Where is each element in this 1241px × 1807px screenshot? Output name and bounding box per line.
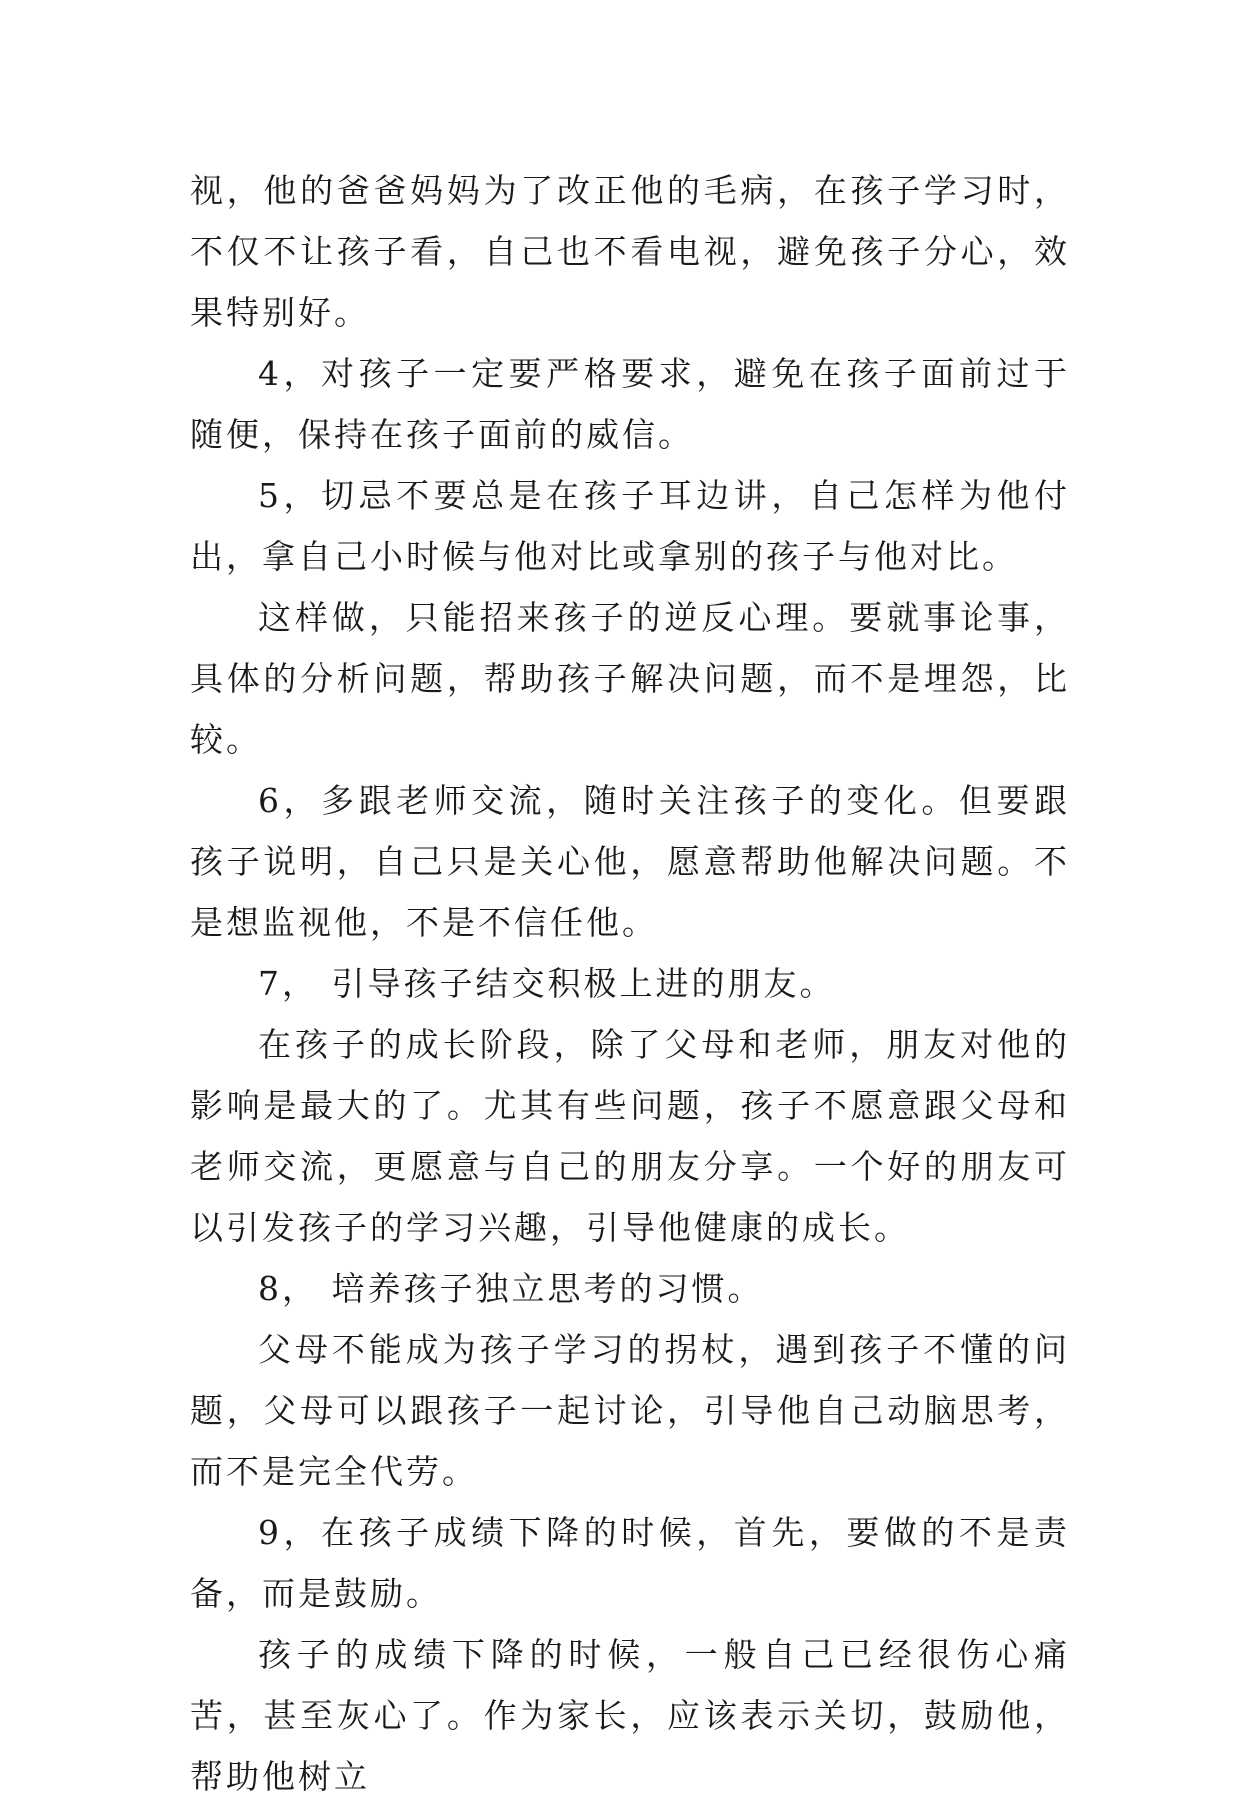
- paragraph-2: 4，对孩子一定要严格要求，避免在孩子面前过于随便，保持在孩子面前的威信。: [190, 354, 1070, 454]
- paragraph-7: 在孩子的成长阶段，除了父母和老师，朋友对他的影响是最大的了。尤其有些问题，孩子不愿意跟父母和老师交流，更愿意与自己的朋友分享。一个好的朋友可以引发孩子的学习兴趣，引导他健康的成长。: [190, 1025, 1070, 1247]
- paragraph-1: 视，他的爸爸妈妈为了改正他的毛病，在孩子学习时，不仅不让孩子看，自己也不看电视，避免孩子分心，效果特别好。: [190, 171, 1070, 332]
- paragraph-11: 孩子的成绩下降的时候，一般自己已经很伤心痛苦，甚至灰心了。作为家长，应该表示关切，鼓励他，帮助他树立: [190, 1635, 1070, 1796]
- paragraph-8: 8， 培养孩子独立思考的习惯。: [258, 1269, 764, 1308]
- paragraph-4: 这样做，只能招来孩子的逆反心理。要就事论事，具体的分析问题，帮助孩子解决问题，而不是埋怨，比较。: [190, 598, 1070, 759]
- paragraph-5: 6，多跟老师交流，随时关注孩子的变化。但要跟孩子说明，自己只是关心他，愿意帮助他解决问题。不是想监视他，不是不信任他。: [190, 781, 1070, 942]
- paragraph-3: 5，切忌不要总是在孩子耳边讲，自己怎样为他付出，拿自己小时候与他对比或拿别的孩子与他对比。: [190, 476, 1070, 576]
- paragraph-10: 9，在孩子成绩下降的时候，首先，要做的不是责备，而是鼓励。: [190, 1513, 1070, 1613]
- paragraph-9: 父母不能成为孩子学习的拐杖，遇到孩子不懂的问题，父母可以跟孩子一起讨论，引导他自己动脑思考，而不是完全代劳。: [190, 1330, 1070, 1491]
- document-body: [190, 160, 1070, 1807]
- paragraph-6: 7， 引导孩子结交积极上进的朋友。: [258, 964, 836, 1003]
